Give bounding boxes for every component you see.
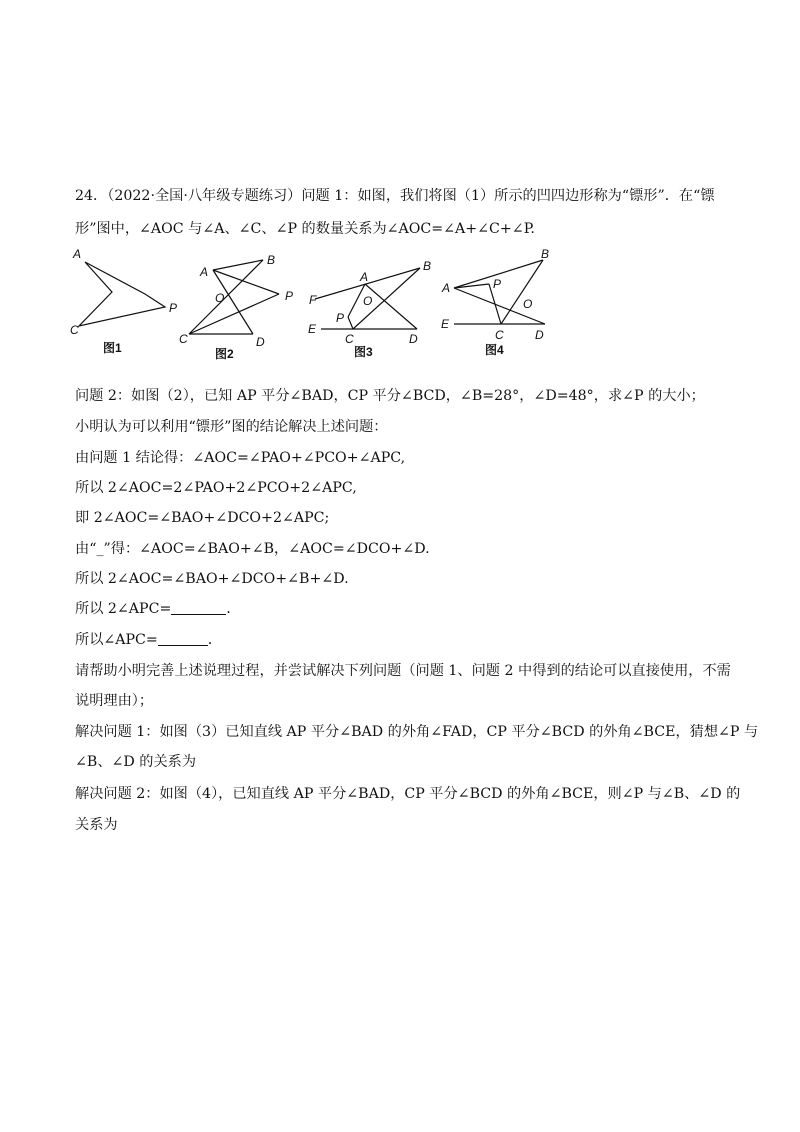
fig2-label-d: D [256, 335, 265, 349]
step-6 [75, 599, 735, 619]
resolve-2-line-1: 解决问题 2：如图（4），已知直线 AP 平分∠BAD，CP 平分∠BCD 的外角∠BCE，则∠P 与∠B、∠D 的 [75, 786, 741, 802]
question-source: （2022·全国·八年级专题练习） [107, 188, 302, 204]
step-4: 由“_”得：∠AOC=∠BAO+∠B，∠AOC=∠DCO+∠D. [75, 541, 430, 557]
fig2-label-b: B [267, 253, 276, 267]
fig3-label-e: E [308, 322, 317, 336]
figure-3-caption: 图3 [354, 345, 373, 359]
help-line-2: 说明理由）； [75, 693, 154, 709]
fig3-label-p: P [336, 311, 345, 325]
fig1-label-p: P [169, 301, 178, 315]
resolve-1-line-2: ∠B、∠D 的关系为 [75, 754, 197, 770]
step-6-suffix: ． [226, 601, 241, 617]
figure-3 [305, 254, 440, 368]
fig2-label-p: P [285, 289, 294, 303]
help-line-1: 请帮助小明完善上述说理过程，并尝试解决下列问题（问题 1、问题 2 中得到的结论可以直接使用，不需 [75, 663, 731, 679]
figure-2 [175, 246, 305, 365]
step-7-prefix: 所以∠APC= [75, 632, 158, 648]
figure-4 [435, 246, 565, 365]
xiaoming-note: 小明认为可以利用“镖形”图的结论解决上述问题： [75, 419, 388, 435]
resolve-1-line-1: 解决问题 1：如图（3）已知直线 AP 平分∠BAD 的外角∠FAD，CP 平分∠BCD 的外角∠BCE，猜想∠P 与 [75, 724, 759, 740]
fig4-label-e: E [441, 317, 450, 331]
fig3-label-d: D [409, 332, 418, 346]
question-line-1 [75, 186, 735, 206]
fig2-label-o: O [215, 291, 225, 305]
fig3-segment-pc [348, 317, 353, 329]
step-1: 由问题 1 结论得：∠AOC=∠PAO+∠PCO+∠APC, [75, 450, 406, 466]
fig1-label-a: A [73, 247, 82, 261]
fig3-label-b: B [423, 259, 432, 273]
answer-blank-2[interactable] [158, 631, 208, 646]
question-2-text: 问题 2：如图（2），已知 AP 平分∠BAD，CP 平分∠BCD，∠B=28°，∠D=48°，求∠P 的大小； [75, 388, 705, 404]
fig1-dart-shape [79, 262, 165, 326]
fig4-label-b: B [541, 247, 550, 261]
figure-1 [65, 246, 190, 360]
step-5: 所以 2∠AOC=∠BAO+∠DCO+∠B+∠D. [75, 571, 349, 587]
fig3-segment-ad [365, 284, 417, 329]
step-6-prefix: 所以 2∠APC= [75, 601, 172, 617]
resolve-2-line-2: 关系为 [75, 817, 118, 833]
fig4-label-a: A [442, 281, 451, 295]
answer-blank-1[interactable] [171, 600, 226, 615]
fig3-label-a: A [360, 270, 369, 284]
fig2-segment-cp [189, 294, 279, 334]
fig3-label-c: C [345, 332, 354, 346]
step-7 [75, 630, 735, 650]
step-7-suffix: ． [207, 632, 223, 648]
question-line-2: 形”图中，∠AOC 与∠A、∠C、∠P 的数量关系为∠AOC=∠A+∠C+∠P. [75, 221, 535, 237]
question-number: 24． [75, 188, 108, 204]
figure-4-caption: 图4 [485, 343, 504, 357]
step-2: 所以 2∠AOC=2∠PAO+2∠PCO+2∠APC, [75, 480, 357, 496]
fig4-label-d: D [535, 328, 544, 342]
fig4-label-o: O [523, 297, 533, 311]
figure-2-caption: 图2 [215, 347, 234, 361]
figure-1-caption: 图1 [103, 341, 122, 355]
question-intro: 问题 1：如图，我们将图（1）所示的凹四边形称为“镖形”．在“镖 [301, 188, 715, 204]
fig2-label-c: C [179, 332, 188, 346]
step-3: 即 2∠AOC=∠BAO+∠DCO+2∠APC; [75, 510, 330, 526]
fig3-label-o: O [363, 294, 373, 308]
fig4-label-c: C [495, 328, 504, 342]
fig4-label-p: P [493, 277, 502, 291]
fig3-label-f: F [309, 293, 317, 307]
fig2-segment-ab [213, 260, 263, 270]
fig1-label-c: C [70, 323, 79, 337]
fig2-label-a: A [200, 265, 209, 279]
